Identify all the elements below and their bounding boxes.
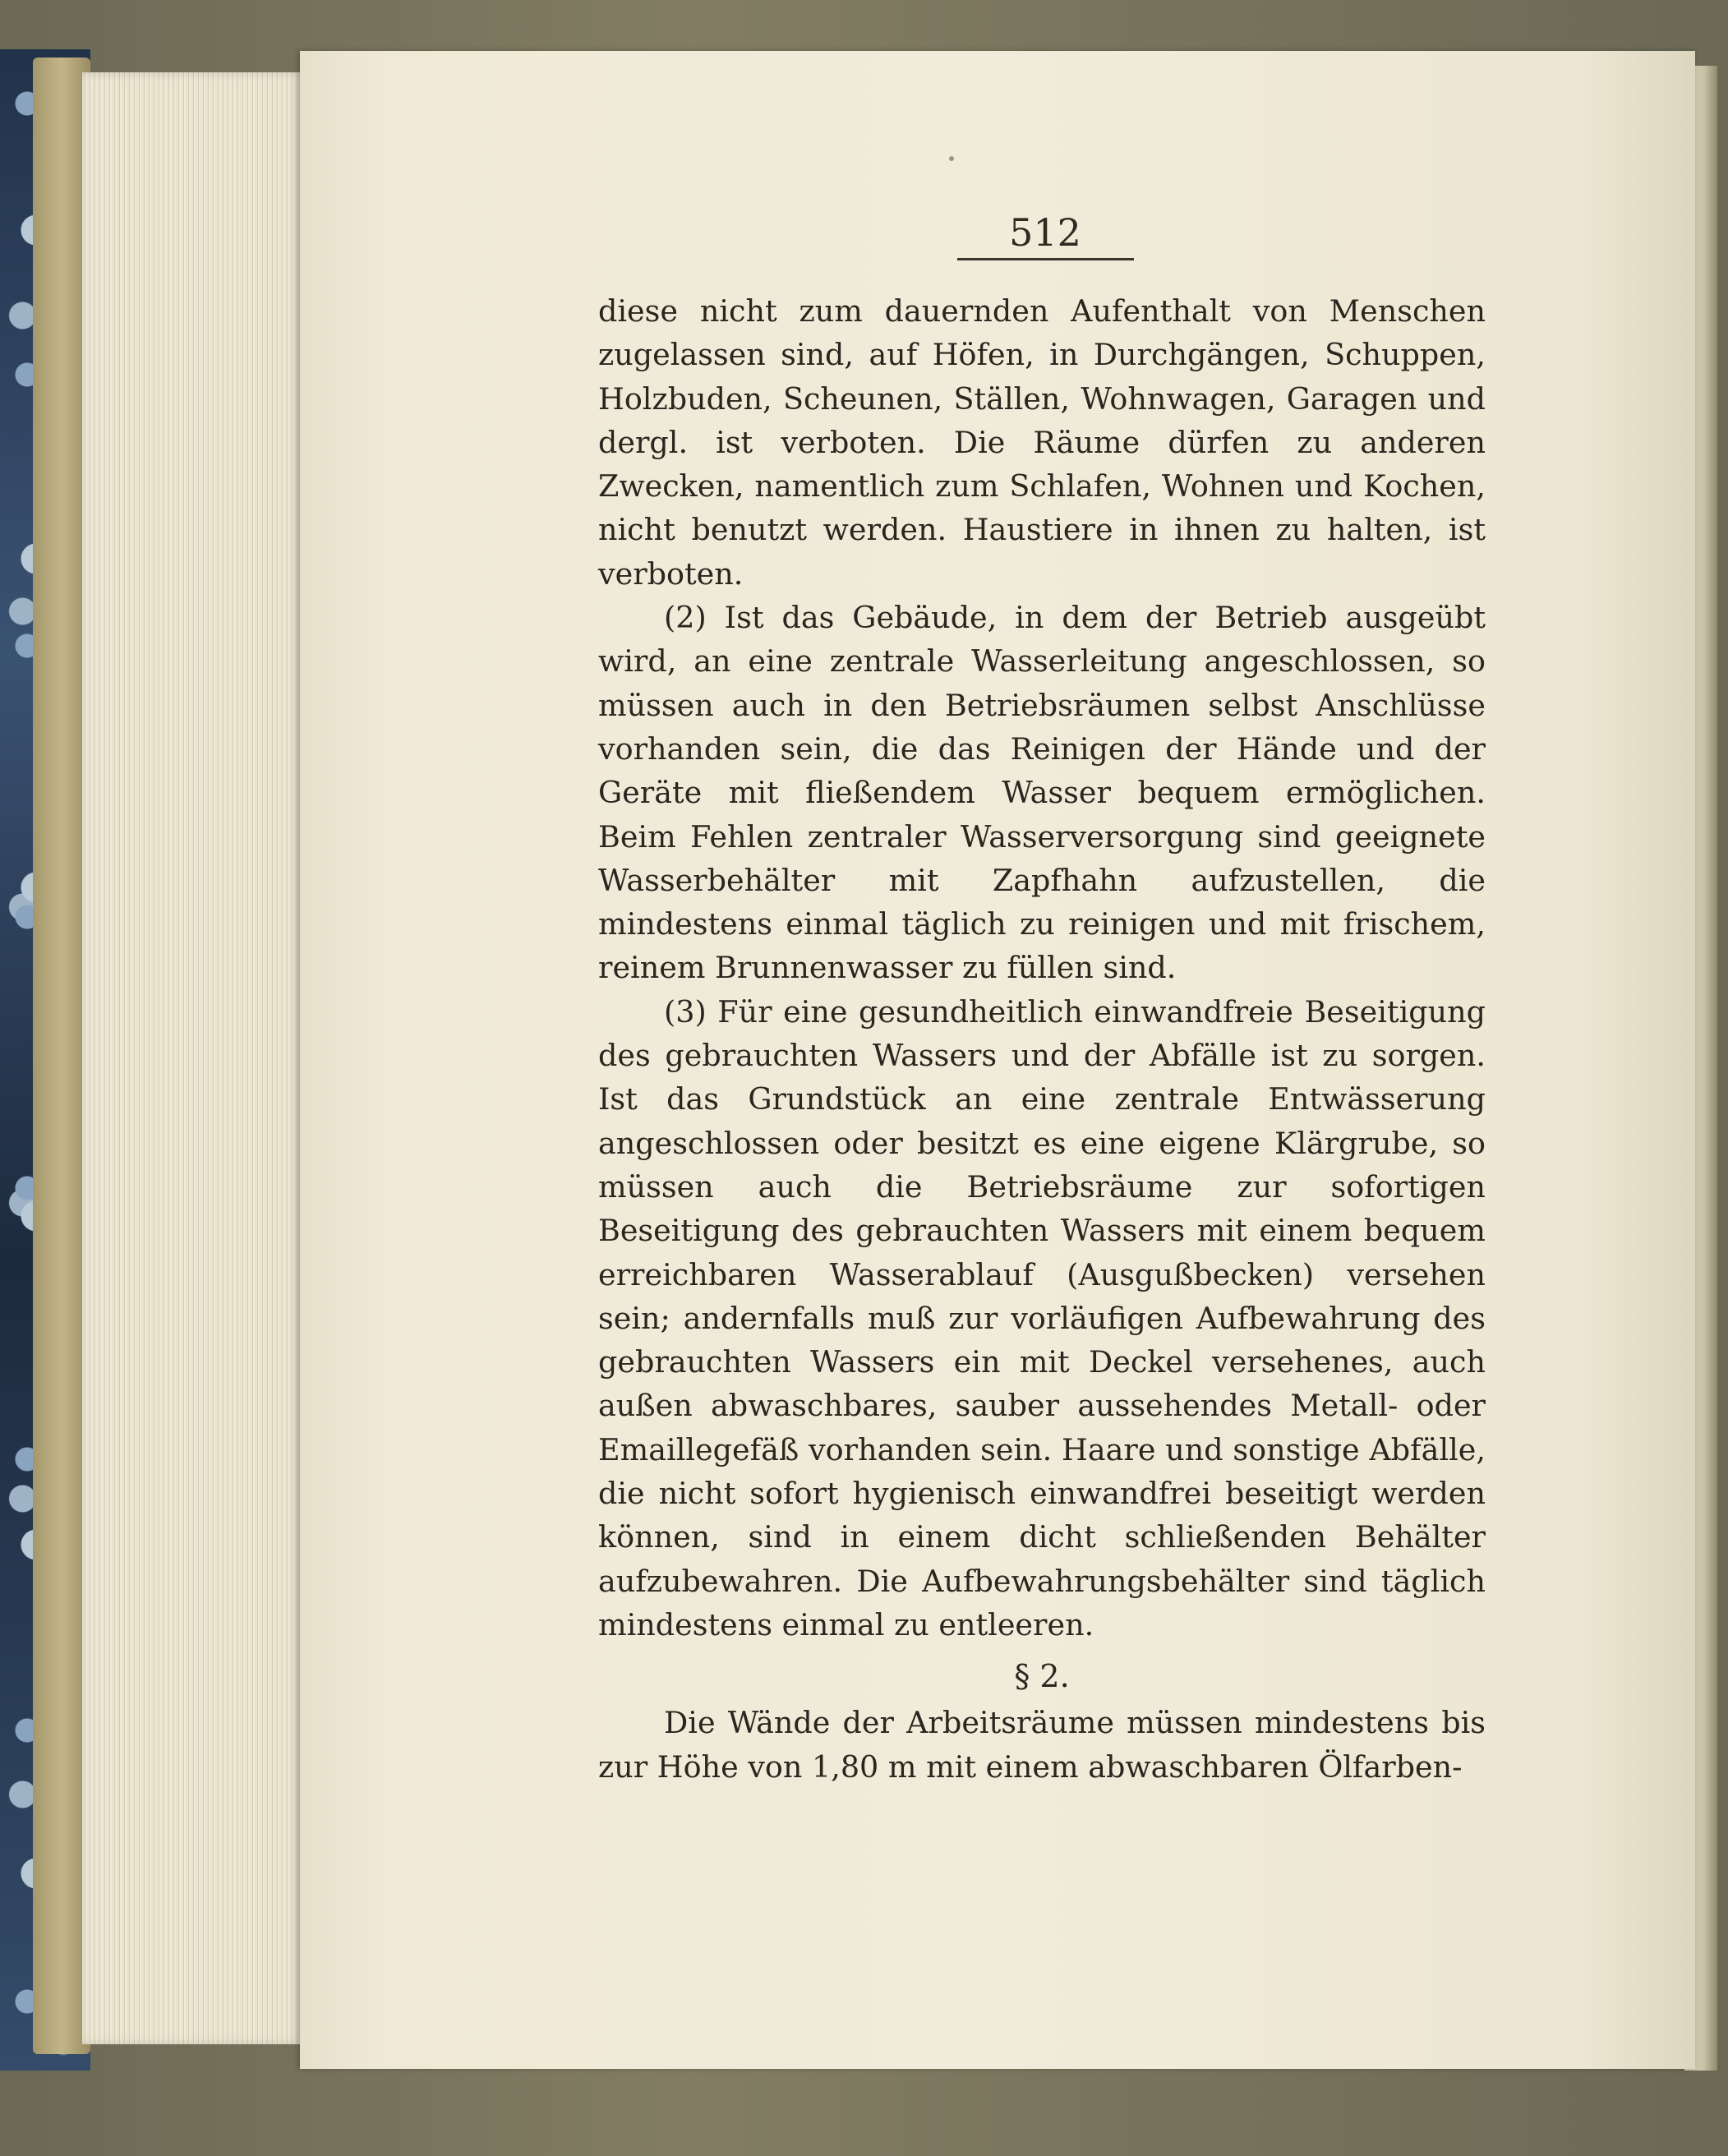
paragraph-3: (3) Für eine gesundheitlich einwandfreie Beseitigung des gebrauchten Wassers und der Abfälle ist zu sorgen. Ist das Grundstück an eine zentrale Entwässerung angeschlossen oder besitzt es eine eigene Klärgrube, so müssen auch die Betriebsräume zur sofortigen Beseitigung des gebrauchten Wassers mit einem bequem erreichbaren Wasserablauf (Ausgußbecken) versehen sein; andernfalls muß zur vorläufigen Aufbewahrung des gebrauchten Wassers ein mit Deckel versehenes, auch außen abwaschbares, sauber aussehendes Metall- oder Emaillegefäß vorhanden sein. Haare und sonstige Abfälle, die nicht sofort hygienisch einwandfrei beseitigt werden können, sind in einem dicht schließenden Behälter aufzubewahren. Die Aufbewahrungsbehälter sind täglich mindestens einmal zu entleeren. xyxy=(598,993,1486,1642)
page-number-rule xyxy=(957,258,1134,260)
paragraph-continuation: diese nicht zum dauernden Aufenthalt von Menschen zugelassen sind, auf Höfen, in Durchgängen, Schuppen, Holzbuden, Scheunen, Ställen, Wohnwagen, Garagen und dergl. ist verboten. Die Räume dürfen zu anderen Zwecken, namentlich zum Schlafen, Wohnen und Kochen, nicht benutzt werden. Haustiere in ihnen zu halten, ist verboten. xyxy=(598,293,1486,592)
paragraph-2: (2) Ist das Gebäude, in dem der Betrieb ausgeübt wird, an eine zentrale Wasserleitung angeschlossen, so müssen auch in den Betriebsräumen selbst Anschlüsse vorhanden sein, die das Reinigen der Hände und der Geräte mit fließendem Wasser bequem ermöglichen. Beim Fehlen zentraler Wasserversorgung sind geeignete Wasserbehälter mit Zapfhahn aufzustellen, die mindestens einmal täglich zu reinigen und mit frischem, reinem Brunnenwasser zu füllen sind. xyxy=(598,600,1486,986)
page-body-text xyxy=(598,289,1486,1789)
section-paragraph-1: Die Wände der Arbeitsräume müssen mindestens bis zur Höhe von 1,80 m mit einem abwaschbaren Ölfarben- xyxy=(598,1705,1486,1785)
page-number: 512 xyxy=(1009,210,1081,255)
paper-speck xyxy=(949,156,954,161)
page-stack-edges xyxy=(82,72,302,2044)
page-number-area xyxy=(963,210,1127,276)
section-heading: § 2. xyxy=(1014,1658,1070,1695)
